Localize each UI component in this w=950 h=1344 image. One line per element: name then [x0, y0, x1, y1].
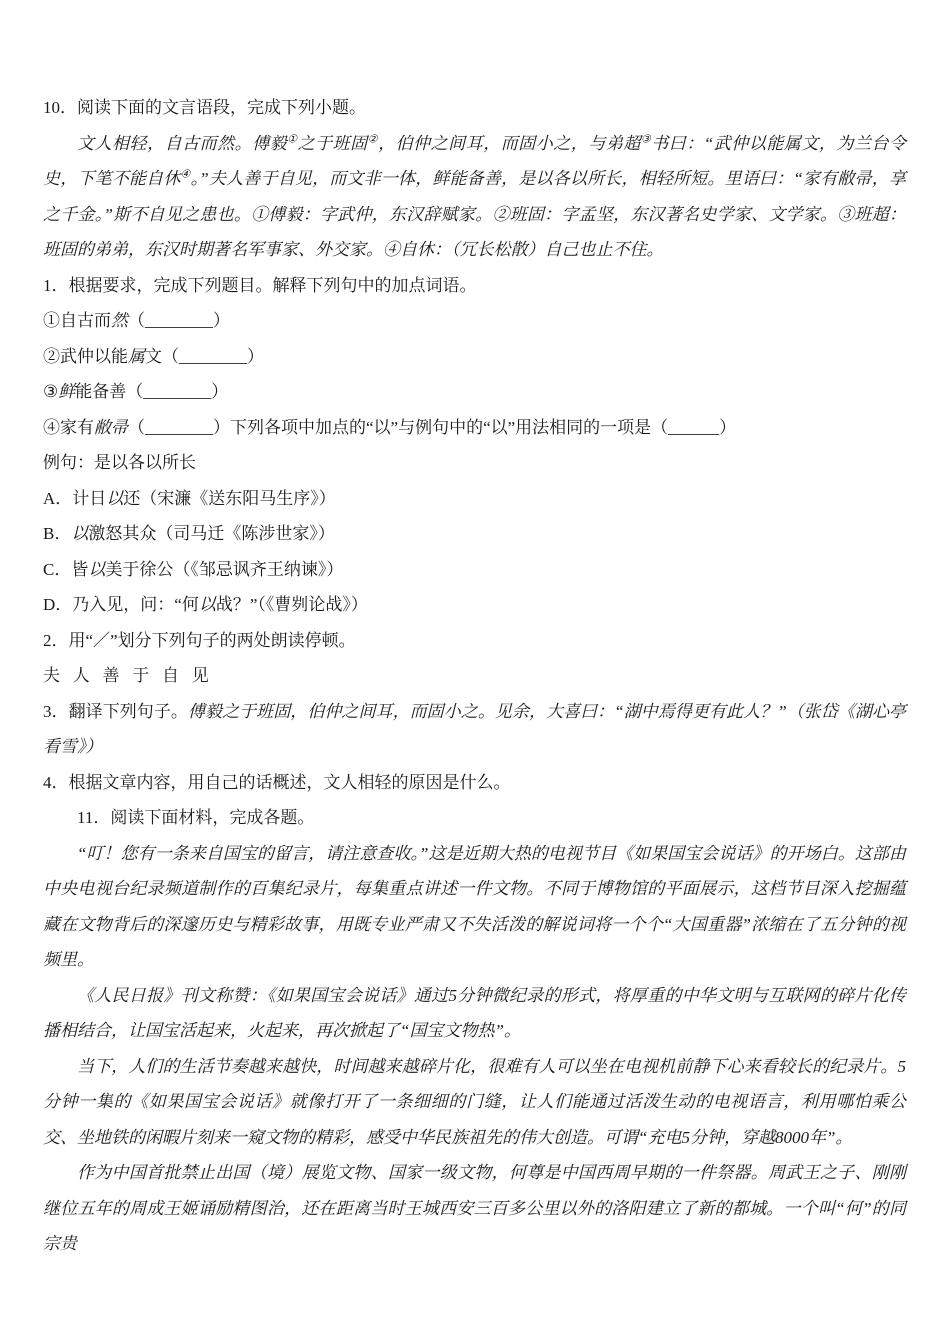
text-segment: ②武仲以能 — [43, 346, 128, 366]
blank-item-3 — [43, 374, 906, 410]
text-segment: 2．用“／”划分下列句子的两处朗读停顿。 — [43, 630, 356, 650]
text-segment: 战？”（《曹刿论战》） — [215, 595, 368, 614]
text-segment: （________）下列各项中加点的“以”与例句中的“以”用法相同的一项是（______） — [128, 417, 737, 437]
material-paragraph-1 — [43, 836, 906, 978]
text-segment: 文人相轻，自古而然。傅毅 — [77, 133, 288, 153]
emphasized-word: 以 — [106, 488, 124, 508]
text-segment: ④家有 — [43, 417, 94, 437]
option-a — [43, 481, 906, 517]
classical-passage — [43, 126, 906, 268]
text-segment: ③ — [43, 382, 59, 401]
question-1 — [43, 268, 906, 304]
text-segment: 。”夫人善于自见，而文非一体，鲜能备善，是以各以所长，相轻所短。里语曰：“家有敝帚，享之千金。”斯不自见之患也。①傅毅：字武仲，东汉辞赋家。②班固：字孟坚，东汉著名史学家、文学家。③班超：班固的弟弟，东汉时期著名军事家、外交家。④自休：（冗长松散）自己也止不住。 — [43, 169, 906, 259]
question-10-header — [43, 90, 906, 126]
text-segment: 当下，人们的生活节奏越来越快，时间越来越碎片化，很难有人可以坐在电视机前静下心来看较长的纪录片。5分钟一集的《如果国宝会说话》就像打开了一条细细的门缝，让人们能通过活泼生动的电视语言，利用哪怕乘公交、坐地铁的闲暇片刻来一窥文物的精彩，感受中华民族祖先的伟大创造。可谓“充电5分钟，穿越8000年”。 — [43, 1056, 906, 1147]
text-segment: “叮！您有一条来自国宝的留言，请注意查收。”这是近期大热的电视节目《如果国宝会说话》的开场白。这部由中央电视台纪录频道制作的百集纪录片，每集重点讲述一件文物。不同于博物馆的平面展示，这档节目深入挖掘蕴藏在文物背后的深邃历史与精彩故事，用既专业严肃又不失活泼的解说词将一个个“大国重器”浓缩在了五分钟的视频里。 — [43, 843, 906, 969]
question-11-header — [43, 800, 906, 836]
text-segment: 作为中国首批禁止出国（境）展览文物、国家一级文物，何尊是中国西周早期的一件祭器。周武王之子、刚刚继位五年的周成王姬诵励精图治，还在距离当时王城西安三百多公里以外的洛阳建立了新的都城。一个叫“何”的同宗贵 — [43, 1163, 906, 1253]
text-segment: ①自古而 — [43, 311, 111, 330]
material-paragraph-2 — [43, 978, 906, 1049]
superscript-note-marker: ① — [287, 132, 298, 145]
text-segment: 10．阅读下面的文言语段，完成下列小题。 — [43, 98, 366, 117]
text-segment: 4．根据文章内容，用自己的话概述，文人相轻的原因是什么。 — [43, 772, 511, 792]
text-segment: 能备善（________） — [75, 382, 229, 401]
superscript-note-marker: ③ — [640, 132, 652, 145]
emphasized-word: 以 — [198, 595, 216, 614]
material-paragraph-4 — [43, 1155, 906, 1262]
option-c — [43, 552, 906, 588]
emphasized-word: 属 — [128, 346, 145, 366]
emphasized-word: 以 — [71, 524, 89, 543]
text-segment: ，伯仲之间耳，而固小之，与弟超 — [378, 133, 641, 153]
text-segment: 美于徐公（《邹忌讽齐王纳谏》） — [105, 559, 344, 579]
text-segment: B． — [43, 524, 72, 543]
text-segment: 11．阅读下面材料，完成各题。 — [77, 808, 315, 827]
emphasized-word: 以 — [88, 559, 106, 579]
question-4 — [43, 765, 906, 801]
text-segment: 1．根据要求，完成下列题目。解释下列句中的加点词语。 — [43, 275, 477, 295]
text-segment: 3．翻译下列句子。 — [43, 701, 188, 721]
superscript-note-marker: ② — [367, 132, 379, 145]
material-paragraph-3 — [43, 1049, 906, 1156]
pause-marking-sentence — [43, 658, 906, 694]
option-d — [43, 587, 906, 623]
blank-item-1 — [43, 303, 906, 339]
text-segment: 例句：是以各以所长 — [43, 453, 196, 472]
text-segment: 之于班固 — [297, 133, 368, 153]
blank-item-2 — [43, 339, 906, 375]
option-b — [43, 516, 906, 552]
text-segment: （________） — [128, 311, 230, 330]
emphasized-word: 然 — [111, 311, 128, 330]
text-segment: C．皆 — [43, 559, 89, 579]
document-body — [43, 90, 906, 1262]
text-segment: 激怒其众（司马迁《陈涉世家》） — [88, 524, 335, 543]
example-sentence — [43, 445, 906, 481]
blank-item-4 — [43, 410, 906, 446]
emphasized-word: 敝帚 — [94, 417, 128, 437]
text-segment: 还（宋濂《送东阳马生序》） — [123, 488, 336, 508]
superscript-note-marker: ④ — [180, 168, 191, 181]
emphasized-word: 鲜 — [58, 382, 76, 401]
question-2 — [43, 623, 906, 659]
text-segment: 夫 人 善 于 自 见 — [43, 666, 213, 685]
text-segment: D．乃入见，问：“何 — [43, 595, 199, 614]
text-segment: 文（________） — [145, 346, 264, 366]
question-3 — [43, 694, 906, 765]
emphasized-word: 傅毅之于班固，伯仲之间耳，而固小之。见余，大喜曰：“湖中焉得更有此人？”（张岱《湖心亭看雪》） — [43, 701, 906, 756]
text-segment: A．计日 — [43, 488, 107, 508]
text-segment: 书曰：“武仲以能属文，为兰台令史，下笔不能自休 — [43, 133, 906, 188]
text-segment: 《人民日报》刊文称赞：《如果国宝会说话》通过5分钟微纪录的形式，将厚重的中华文明与互联网的碎片化传播相结合，让国宝活起来，火起来，再次掀起了“国宝文物热”。 — [43, 985, 906, 1040]
